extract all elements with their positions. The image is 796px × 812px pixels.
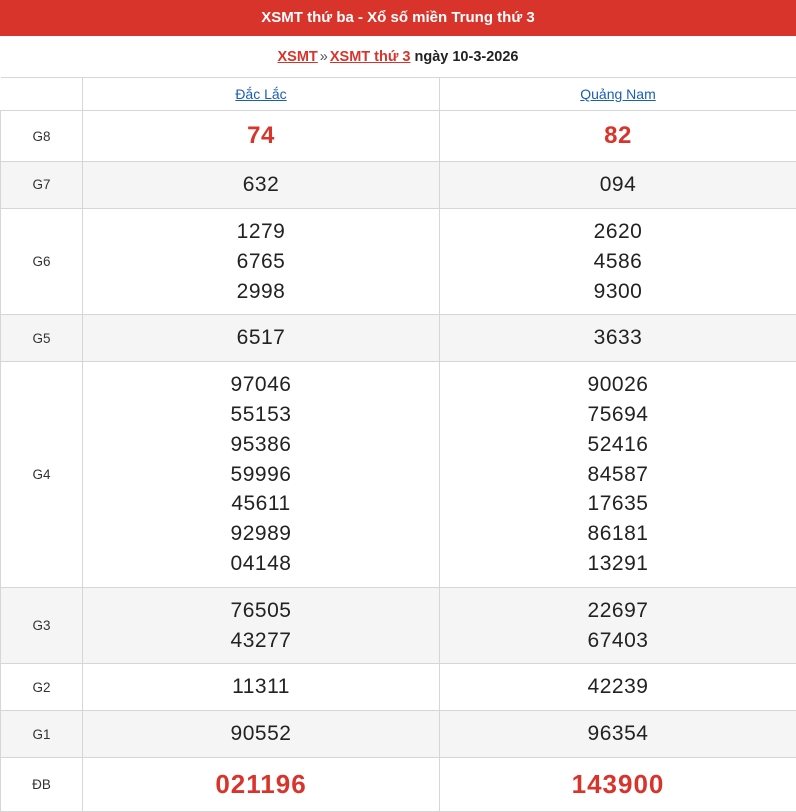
number: 2620 — [444, 217, 792, 247]
number: 59996 — [87, 460, 435, 490]
number: 13291 — [444, 549, 792, 579]
table-row — [1, 758, 796, 812]
table-corner-cell — [1, 78, 83, 111]
prize-values-g8-dac-lac — [83, 111, 440, 162]
breadcrumb-link-home[interactable]: XSMT — [278, 49, 318, 65]
number: 97046 — [87, 370, 435, 400]
number: 6765 — [87, 247, 435, 277]
prize-label-db: ĐB — [1, 758, 83, 812]
prize-values-g7-quang-nam — [440, 162, 796, 209]
prize-label-g4: G4 — [1, 362, 83, 588]
results-table — [0, 77, 796, 812]
prize-values-db-dac-lac — [83, 758, 440, 812]
prize-label-g2: G2 — [1, 664, 83, 711]
number: 094 — [444, 170, 792, 200]
prize-values-g6-dac-lac — [83, 208, 440, 314]
table-body — [1, 111, 796, 812]
number: 74 — [87, 119, 435, 153]
number: 90026 — [444, 370, 792, 400]
prize-label-g6: G6 — [1, 208, 83, 314]
prize-values-g2-quang-nam — [440, 664, 796, 711]
prize-values-g4-dac-lac — [83, 362, 440, 588]
prize-label-g7: G7 — [1, 162, 83, 209]
number: 4586 — [444, 247, 792, 277]
number: 45611 — [87, 489, 435, 519]
number: 143900 — [444, 766, 792, 803]
number: 3633 — [444, 323, 792, 353]
number: 52416 — [444, 430, 792, 460]
number: 86181 — [444, 519, 792, 549]
prize-values-g3-quang-nam — [440, 587, 796, 664]
table-row — [1, 711, 796, 758]
number: 75694 — [444, 400, 792, 430]
prize-values-g5-dac-lac — [83, 315, 440, 362]
number: 1279 — [87, 217, 435, 247]
number: 95386 — [87, 430, 435, 460]
prize-values-g3-dac-lac — [83, 587, 440, 664]
breadcrumb-link-section[interactable]: XSMT thứ 3 — [330, 49, 411, 65]
number: 6517 — [87, 323, 435, 353]
number: 84587 — [444, 460, 792, 490]
number: 55153 — [87, 400, 435, 430]
table-row — [1, 587, 796, 664]
number: 9300 — [444, 277, 792, 307]
number: 632 — [87, 170, 435, 200]
province-link-quang-nam[interactable]: Quảng Nam — [580, 86, 655, 102]
table-row — [1, 664, 796, 711]
number: 82 — [444, 119, 792, 153]
table-row — [1, 162, 796, 209]
number: 92989 — [87, 519, 435, 549]
prize-label-g8: G8 — [1, 111, 83, 162]
number: 17635 — [444, 489, 792, 519]
table-header-row — [1, 78, 796, 111]
number: 43277 — [87, 626, 435, 656]
province-header-0 — [83, 78, 440, 111]
prize-label-g5: G5 — [1, 315, 83, 362]
prize-values-g6-quang-nam — [440, 208, 796, 314]
breadcrumb-date: ngày 10-3-2026 — [415, 49, 519, 65]
number: 96354 — [444, 719, 792, 749]
number: 021196 — [87, 766, 435, 803]
number: 04148 — [87, 549, 435, 579]
prize-values-g2-dac-lac — [83, 664, 440, 711]
table-row — [1, 362, 796, 588]
prize-values-g7-dac-lac — [83, 162, 440, 209]
number: 90552 — [87, 719, 435, 749]
breadcrumb-separator: » — [318, 49, 330, 65]
prize-label-g3: G3 — [1, 587, 83, 664]
prize-values-db-quang-nam — [440, 758, 796, 812]
prize-values-g4-quang-nam — [440, 362, 796, 588]
number: 76505 — [87, 596, 435, 626]
prize-label-g1: G1 — [1, 711, 83, 758]
prize-values-g5-quang-nam — [440, 315, 796, 362]
province-link-dac-lac[interactable]: Đắc Lắc — [235, 86, 286, 102]
number: 11311 — [87, 672, 435, 702]
province-header-1 — [440, 78, 796, 111]
table-row — [1, 315, 796, 362]
breadcrumb — [0, 36, 796, 77]
table-row — [1, 208, 796, 314]
table-row — [1, 111, 796, 162]
page-title: XSMT thứ ba - Xổ số miền Trung thứ 3 — [0, 0, 796, 36]
prize-values-g1-dac-lac — [83, 711, 440, 758]
prize-values-g8-quang-nam — [440, 111, 796, 162]
prize-values-g1-quang-nam — [440, 711, 796, 758]
number: 22697 — [444, 596, 792, 626]
number: 2998 — [87, 277, 435, 307]
number: 67403 — [444, 626, 792, 656]
table-head — [1, 78, 796, 111]
number: 42239 — [444, 672, 792, 702]
